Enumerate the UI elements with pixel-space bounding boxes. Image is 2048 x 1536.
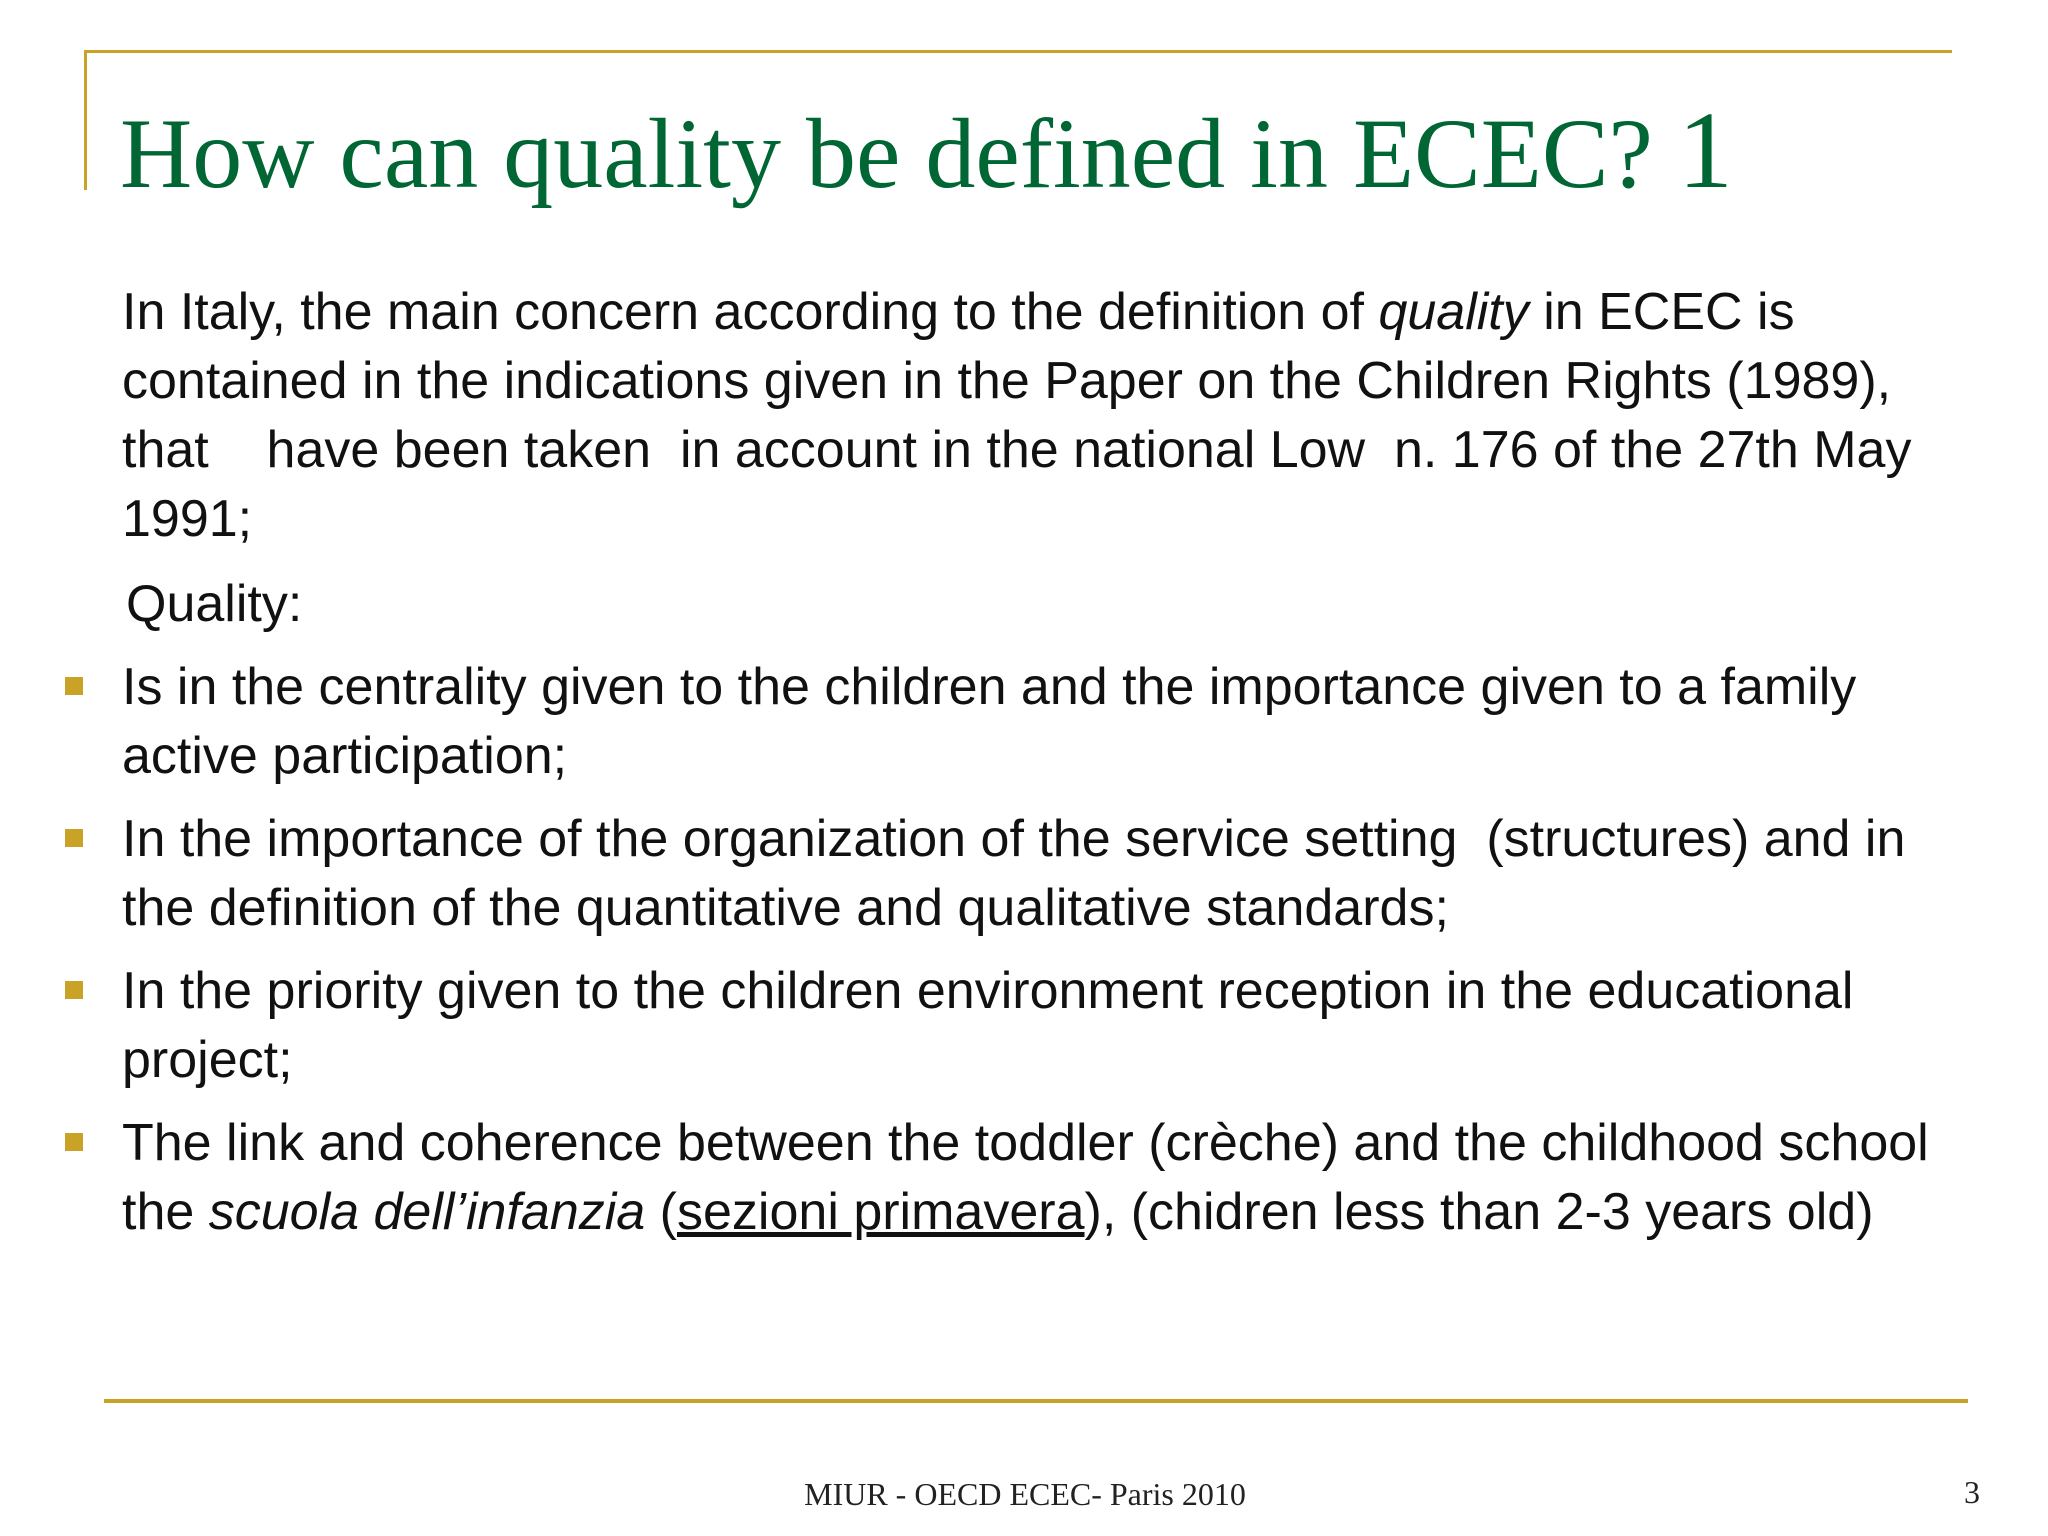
- bullet-text: In the importance of the organization of the service setting (structures) and in the definition of the quantitative and qualitative standards;: [122, 810, 1920, 937]
- slide-title: [120, 90, 1733, 214]
- slide-title-number: 1: [1677, 89, 1733, 211]
- square-bullet-icon: [65, 829, 83, 847]
- intro-paragraph: [122, 278, 1962, 554]
- bullet-item: [122, 957, 1962, 1095]
- bullet-text-part2: (: [645, 1183, 677, 1241]
- square-bullet-icon: [65, 981, 83, 999]
- title-frame-top-line: [84, 50, 1952, 53]
- intro-italic-word: quality: [1378, 283, 1529, 341]
- slide-body: [122, 278, 1962, 1247]
- bullet-item: [122, 805, 1962, 943]
- bullet-text-part1: The link and coherence between the toddler (crèche) and the childhood school the: [122, 1114, 1929, 1241]
- quality-label: Quality:: [126, 575, 303, 633]
- square-bullet-icon: [65, 677, 83, 695]
- bullet-item: [122, 1109, 1962, 1247]
- title-frame-left-line: [84, 50, 87, 190]
- bullet-text: Is in the centrality given to the children and the importance given to a family active participation;: [122, 658, 1857, 785]
- footer-text: MIUR - OECD ECEC- Paris 2010: [804, 1476, 1246, 1512]
- slide-title-text: How can quality be defined in ECEC?: [120, 98, 1653, 209]
- bullet-underlined-text: sezioni primavera: [677, 1183, 1085, 1241]
- bullet-text-part3: ), (chidren less than 2-3 years old): [1084, 1183, 1874, 1241]
- page-number: 3: [1964, 1474, 1980, 1510]
- footer-separator-line: [104, 1399, 1968, 1403]
- bullet-item: [122, 653, 1962, 791]
- intro-text-part1: In Italy, the main concern according to the definition of: [122, 283, 1379, 341]
- bullet-list: [122, 653, 1962, 1247]
- intro-text-part2: in ECEC is contained in the indications given in the Paper on the Children Rights (1989), that have been taken in account in the national Low n. 176 of the 27th May 1991;: [122, 283, 1926, 548]
- bullet-italic-text: scuola dell’infanzia: [208, 1183, 646, 1241]
- square-bullet-icon: [65, 1133, 83, 1151]
- bullet-text: In the priority given to the children environment reception in the educational project;: [122, 962, 1854, 1089]
